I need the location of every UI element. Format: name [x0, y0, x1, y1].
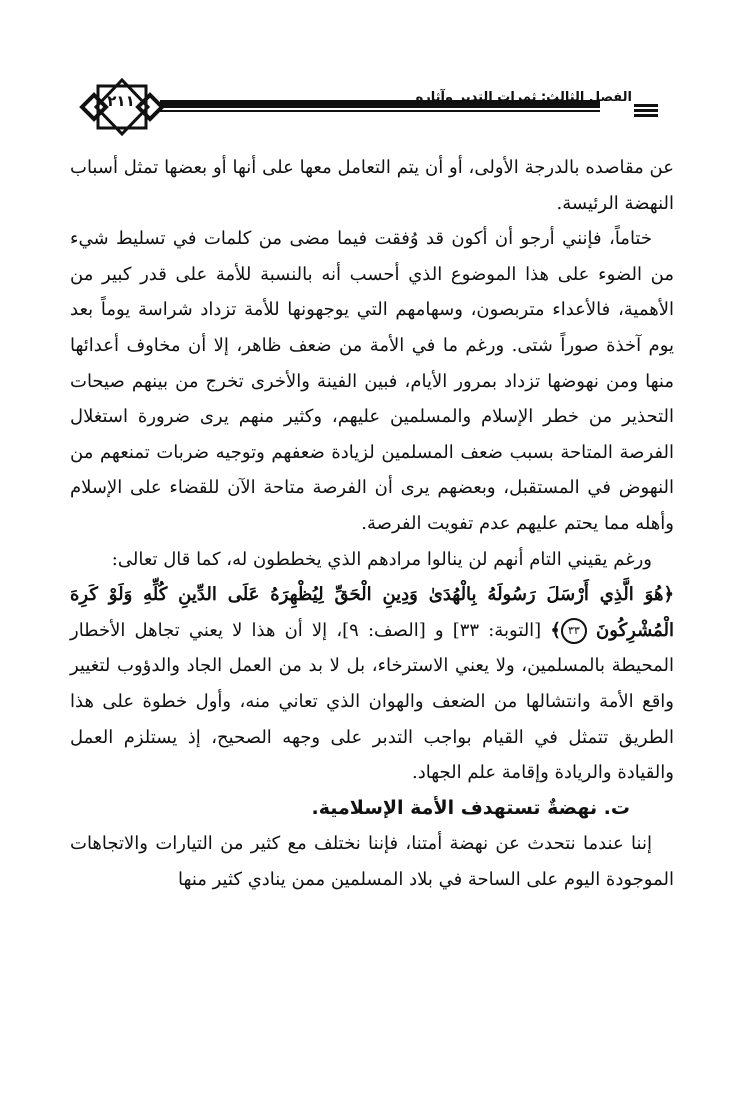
quran-verse: ﴿هُوَ الَّذِي أَرْسَلَ رَسُولَهُ بِالْهُدَىٰ وَدِينِ الْحَقِّ لِيُظْهِرَهُ عَلَى الدِّينِ كُلِّهِ وَلَوْ كَرِهَ الْمُشْرِكُونَ	[70, 584, 675, 641]
paragraph-text: [التوبة: ٣٣] و [الصف: ٩]، إلا أن هذا لا يعني تجاهل الأخطار المحيطة بالمسلمين، ولا يعني الاسترخاء، بل لا بد من العمل الجاد والدؤوب لتغيير واقع الأمة وانتشالها من الضعف والهوان الذي تعاني منه، وأول خطوة على هذا الطريق تتمثل في القيام بواجب التدبر على وجهه الصحيح، إذ يستلزم العمل والقيادة والريادة وإقامة علم الجهاد.	[70, 619, 675, 784]
quran-verse-close: ﴾	[550, 619, 561, 641]
header-dash	[634, 104, 658, 107]
page-number: ٢١١	[107, 92, 135, 110]
paragraph: عن مقاصده بالدرجة الأولى، أو أن يتم التعامل معها على أنها أو بعضها تمثل أسباب النهضة الرئيسة.	[70, 157, 674, 214]
page-body	[70, 150, 674, 897]
verse-number-icon: ٣٣	[561, 618, 587, 644]
paragraph: ختاماً، فإنني أرجو أن أكون قد وُفقت فيما مضى من كلمات في تسليط شيء من الضوء على هذا الموضوع الذي أحسب أنه بالنسبة للأمة على قدر كبير من الأهمية، فالأعداء متربصون، وسهامهم التي يوجهونها للأمة تزداد شراسة يوماً بعد يوم آخذة صوراً شتى. ورغم ما في الأمة من ضعف ظاهر، إلا أن مخاوف أعدائها منها ومن نهوضها تزداد بمرور الأيام، فبين الفينة والأخرى تخرج من بينهم صيحات التحذير من خطر الإسلام والمسلمين عليهم، وكثير منهم يرى ضرورة استغلال الفرصة المتاحة بسبب ضعف المسلمين لزيادة ضعفهم وتوجيه ضربات تمنعهم من النهوض في المستقبل، وبعضهم يرى أن الفرصة متاحة الآن للقضاء على الإسلام وأهله مما يحتم عليهم عدم تفويت الفرصة.	[70, 228, 674, 534]
header-rule-thin	[160, 110, 600, 112]
header-dash	[634, 114, 658, 117]
paragraph: إننا عندما نتحدث عن نهضة أمتنا، فإننا نختلف مع كثير من التيارات والاتجاهات الموجودة اليوم على الساحة في بلاد المسلمين ممن ينادي كثير منها	[70, 833, 674, 890]
header-dash	[634, 109, 658, 112]
page-header	[78, 78, 658, 136]
paragraph-verse	[70, 577, 674, 791]
paragraph: ورغم يقيني التام أنهم لن ينالوا مرادهم الذي يخططون له، كما قال تعالى:	[111, 548, 652, 570]
section-heading: ت. نهضةٌ تستهدف الأمة الإسلامية.	[311, 796, 630, 819]
running-title: الفصل الثالث: ثمرات التدبر وآثاره	[415, 90, 632, 105]
